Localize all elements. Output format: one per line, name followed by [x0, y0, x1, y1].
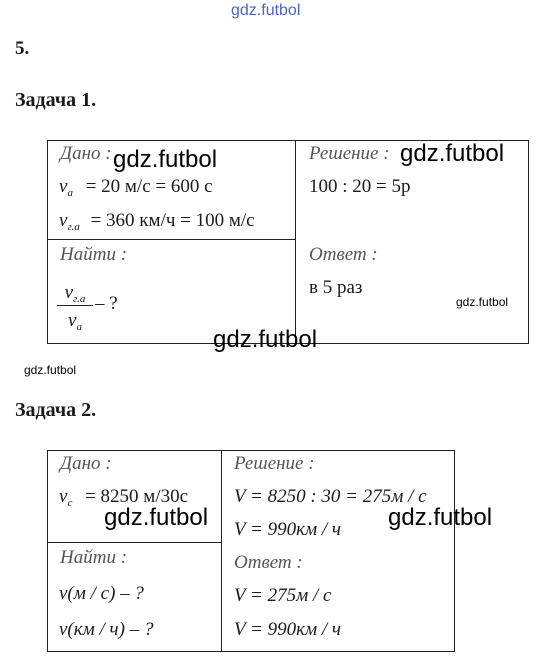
task1-answer-row-1: в 5 раз [309, 277, 363, 298]
task2-title: Задача 2. [15, 399, 97, 421]
task2-given-row-1: $v_c = 8250$ м/30с [59, 486, 189, 509]
task2-answer-row-2: V = 990км / ч [234, 619, 341, 640]
task2-divider-vertical [221, 450, 222, 652]
task1-find-tail: – ? [95, 293, 118, 314]
task1-title: Задача 1. [15, 89, 97, 111]
watermark: gdz.futbol [104, 504, 209, 531]
task2-divider-horizontal [47, 542, 222, 543]
task2-find-label: Найти : [60, 547, 128, 568]
problem-number: 5. [15, 38, 30, 59]
watermark: gdz.futbol [113, 146, 218, 173]
task1-given-row-1: $v_a = 20$ м/с = 600 с [59, 176, 213, 199]
task2-solution-label: Решение : [234, 453, 315, 474]
watermark: gdz.futbol [213, 326, 318, 353]
watermark-top: gdz.futbol [231, 2, 301, 19]
task2-solution-row-2: V = 990км / ч [234, 519, 341, 540]
task1-given-label: Дано : [60, 143, 112, 164]
watermark: gdz.futbol [400, 140, 505, 167]
task2-solution-row-1: V = 8250 : 30 = 275м / с [234, 486, 427, 507]
task2-find-row-1: v(м / с) – ? [59, 583, 144, 604]
task2-find-row-2: v(км / ч) – ? [59, 619, 154, 640]
task2-answer-row-1: V = 275м / с [234, 585, 332, 606]
task1-given-row-2: $v_{г.а} = 360$ км/ч = 100 м/с [59, 210, 255, 233]
watermark: gdz.futbol [24, 363, 77, 377]
task1-find-label: Найти : [60, 244, 128, 265]
task1-fraction-bar [57, 305, 93, 306]
task1-divider-horizontal [47, 239, 296, 240]
task1-find-denominator: $v_a$ [68, 310, 82, 333]
task2-given-label: Дано : [60, 453, 112, 474]
task1-divider-vertical [295, 140, 296, 344]
task1-solution-row-1: 100 : 20 = 5р [309, 176, 411, 197]
watermark: gdz.futbol [388, 504, 493, 531]
task1-find-numerator: $v_{г.а}$ [64, 282, 86, 305]
task2-answer-label: Ответ : [234, 552, 303, 573]
watermark: gdz.futbol [456, 295, 509, 309]
task1-solution-label: Решение : [309, 143, 390, 164]
task1-answer-label: Ответ : [309, 244, 378, 265]
